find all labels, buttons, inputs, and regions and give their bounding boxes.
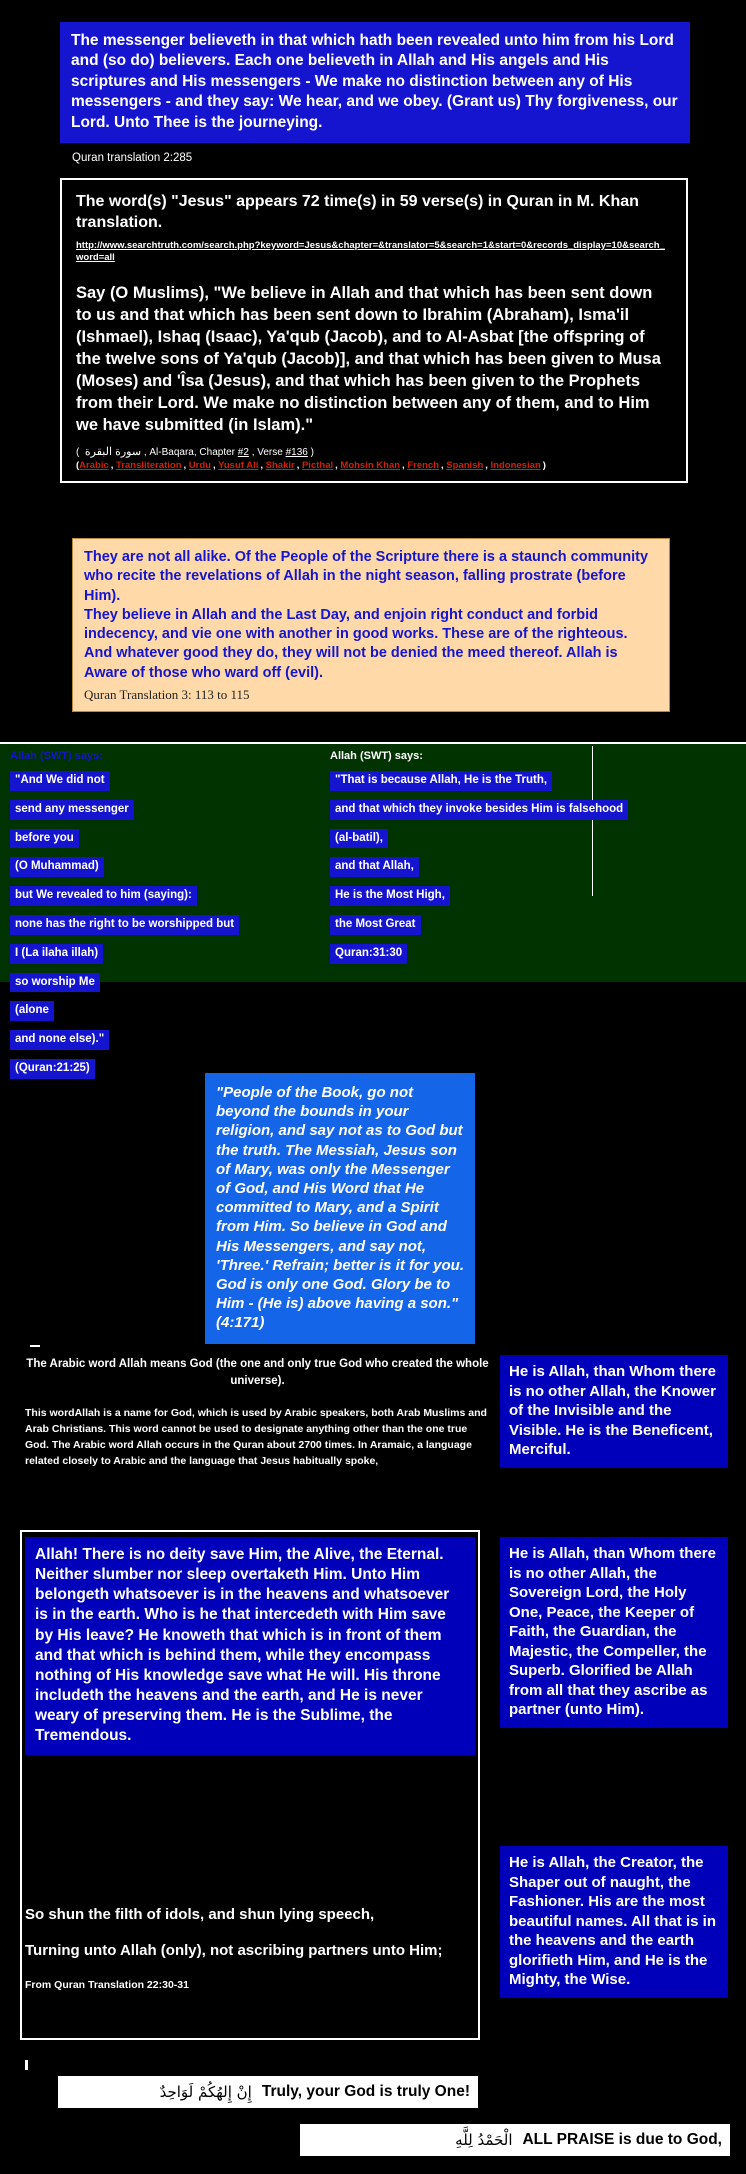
- left-line: send any messenger: [10, 800, 134, 820]
- lang-link-yusuf-ali[interactable]: Yusuf Ali: [218, 459, 259, 471]
- column-left-quran-21-25: [10, 750, 340, 1079]
- banner-praise-english: ALL PRAISE is due to God,: [522, 2131, 722, 2148]
- verse-reference: [76, 445, 672, 458]
- left-line: and none else).": [10, 1030, 109, 1050]
- hashr-verse-22: He is Allah, than Whom there is no other Allah, the Knower of the Invisible and the Visible. He is the Beneficent, Merciful.: [500, 1355, 728, 1468]
- column-right-quran-31-30: [330, 750, 720, 964]
- quran-22-30-31-block: [25, 1905, 475, 1992]
- decorative-tick: [30, 1345, 40, 1347]
- right-line: and that Allah,: [330, 857, 419, 877]
- section-arabic-word-allah: [25, 1356, 490, 1470]
- banner-one-arabic: إِنْ إِلهُكُمْ لَوَاحِدٌ: [159, 2083, 252, 2101]
- right-line: the Most Great: [330, 915, 421, 935]
- quran-3-113-caption: Quran Translation 3: 113 to 115: [84, 686, 250, 702]
- lang-link-picthal[interactable]: Picthal: [301, 459, 334, 471]
- ref-paren-open: (: [76, 446, 83, 458]
- section-jesus-word-count: [60, 178, 688, 483]
- left-line: (alone: [10, 1001, 54, 1021]
- right-line-citation: Quran:31:30: [330, 944, 407, 964]
- panel-top-divider: [0, 742, 746, 744]
- green-panel: [0, 742, 746, 1074]
- left-line-citation: (Quran:21:25): [10, 1059, 95, 1079]
- decorative-tick: [25, 2060, 28, 2070]
- left-column-header: Allah (SWT) says:: [10, 750, 103, 762]
- left-line: "And We did not: [10, 771, 110, 791]
- right-line: "That is because Allah, He is the Truth,: [330, 771, 552, 791]
- lang-link-urdu[interactable]: Urdu: [188, 459, 211, 471]
- section-messenger-believeth: [60, 22, 690, 164]
- ref-verse-link[interactable]: #136: [285, 446, 308, 458]
- left-line: so worship Me: [10, 973, 100, 993]
- langs-sep: ,: [183, 459, 189, 471]
- quran-22-source-caption: From Quran Translation 22:30-31: [25, 1978, 189, 1991]
- hashr-verse-23: He is Allah, than Whom there is no other Allah, the Sovereign Lord, the Holy One, Peace, the Keeper of Faith, the Guardian, the Majestic, the Compeller, the Superb. Glorified be Allah from all that they ascribe as partner (unto Him).: [500, 1537, 728, 1728]
- quran-3-113-line-3: And whatever good they do, they will not be denied the meed thereof. Allah is Aware of those who ward off (evil).: [84, 645, 618, 681]
- ref-arabic: سورة البقرة: [84, 445, 142, 458]
- right-line: and that which they invoke besides Him is falsehood: [330, 800, 628, 820]
- quran-2-136-text: Say (O Muslims), "We believe in Allah and that which has been sent down to us and that which has been sent down to Ibrahim (Abraham), Isma'il (Ishmael), Ishaq (Isaac), Ya'qub (Jacob), and to Al-Asbat [the offspring of the twelve sons of Ya'qub (Jacob)], and that which has been given to Musa (Moses) and 'Îsa (Jesus), and that which has been given to the Prophets from their Lord. We make no distinction between any of them, and to Him we have submitted (in Islam).": [76, 284, 661, 434]
- quran-2-285-text: The messenger believeth in that which hath been revealed unto him from his Lord and (so do) believers. Each one believeth in Allah and His angels and His scriptures and His messengers - We make no distinction between any of His messengers - and they say: We hear, and we obey. (Grant us) Thy forgiveness, our Lord. Unto Thee is the journeying.: [60, 22, 690, 143]
- right-column-header: Allah (SWT) says:: [330, 750, 423, 762]
- quran-2-285-caption: Quran translation 2:285: [72, 152, 193, 165]
- turning-unto-allah-line: Turning unto Allah (only), not ascribing partners unto Him;: [25, 1942, 443, 1960]
- right-line: (al-batil),: [330, 829, 388, 849]
- lang-link-spanish[interactable]: Spanish: [446, 459, 484, 471]
- left-line: but We revealed to him (saying):: [10, 886, 197, 906]
- quran-3-113-line-2: They believe in Allah and the Last Day, and enjoin right conduct and forbid indecency, and vie one with another in good works. These are of the righteous.: [84, 606, 628, 643]
- langs-sep: ,: [212, 459, 219, 471]
- langs-sep: ,: [110, 459, 117, 471]
- ayat-al-kursi-text: Allah! There is no deity save Him, the Alive, the Eternal. Neither slumber nor sleep overtaketh Him. Unto Him belongeth whatsoever is in the heavens and whatsoever is in the earth. Who is he that intercedeth with Him save by His leave? He knoweth that which is in front of them and that which is behind them, while they encompass nothing of His knowledge save what He will. His throne includeth the heavens and the earth, and He is never weary of preserving them. He is the Sublime, the Tremendous.: [25, 1537, 475, 1755]
- hashr-verse-24: He is Allah, the Creator, the Shaper out of naught, the Fashioner. His are the most beautiful names. All that is in the heavens and the earth glorifieth Him, and He is the Mighty, the Wise.: [500, 1846, 728, 1998]
- lang-link-indonesian[interactable]: Indonesian: [490, 459, 541, 471]
- left-line: (O Muhammad): [10, 857, 104, 877]
- jesus-count-heading: The word(s) "Jesus" appears 72 time(s) in 59 verse(s) in Quran in M. Khan translation.: [76, 193, 639, 231]
- langs-close-paren: ): [542, 459, 546, 471]
- lang-link-transliteration[interactable]: Transliteration: [116, 459, 182, 471]
- right-line: He is the Most High,: [330, 886, 450, 906]
- langs-sep: ,: [402, 459, 408, 471]
- translation-language-links: [76, 460, 672, 471]
- banner-praise-arabic: الْحَمْدُ لِلَّهِ: [455, 2131, 513, 2149]
- langs-sep: ,: [335, 459, 341, 471]
- ref-verse-label: , Verse: [251, 446, 283, 458]
- ref-paren-close: ): [310, 446, 314, 458]
- quran-3-113-line-1: They are not all alike. Of the People of the Scripture there is a staunch community who recite the revelations of Allah in the night season, falling prostrate (before Him).: [84, 549, 649, 604]
- ref-chapter-link[interactable]: #2: [237, 446, 249, 458]
- section-people-of-scripture: [72, 538, 670, 712]
- shun-idols-line: So shun the filth of idols, and shun lying speech,: [25, 1906, 375, 1923]
- lang-link-shakir[interactable]: Shakir: [265, 459, 295, 471]
- lang-link-french[interactable]: French: [407, 459, 440, 471]
- banner-god-is-one: [58, 2076, 478, 2108]
- lang-link-mohsin-khan[interactable]: Mohsin Khan: [340, 459, 401, 471]
- langs-sep: ,: [296, 459, 302, 471]
- allah-meaning-lead: The Arabic word Allah means God (the one and only true God who created the whole universe).: [26, 1358, 489, 1388]
- left-line: I (La ilaha illah): [10, 944, 103, 964]
- searchtruth-link[interactable]: http://www.searchtruth.com/search.php?keyword=Jesus&chapter=&translator=5&search=1&start=0&records_display=10&search_word=all: [76, 239, 665, 264]
- langs-sep: ,: [260, 459, 266, 471]
- langs-sep: ,: [441, 459, 447, 471]
- section-two-column-sayings: [0, 742, 746, 1074]
- langs-sep: ,: [485, 459, 491, 471]
- banner-one-english: Truly, your God is truly One!: [261, 2083, 470, 2100]
- section-people-of-the-book-quote: "People of the Book, go not beyond the bounds in your religion, and say not as to God but the truth. The Messiah, Jesus son of Mary, was only the Messenger of God, and His Word that He committed to Mary, and a Spirit from Him. So believe in God and His Messengers, and say not, 'Three.' Refrain; better is it for you. God is only one God. Glory be to Him - (He is) above having a son." (4:171): [205, 1073, 475, 1344]
- banner-all-praise: [300, 2124, 730, 2156]
- langs-open-paren: (: [76, 459, 80, 471]
- lang-link-arabic[interactable]: Arabic: [79, 459, 109, 471]
- ref-chapter-text: , Al-Baqara, Chapter: [143, 446, 235, 458]
- left-line: none has the right to be worshipped but: [10, 915, 239, 935]
- allah-meaning-body: This wordAllah is a name for God, which is used by Arabic speakers, both Arab Muslims and Arab Christians. This word cannot be used to designate anything other than the one true God. The Arabic word Allah occurs in the Quran about 2700 times. In Aramaic, a language related closely to Arabic and the language that Jesus habitually spoke,: [25, 1406, 487, 1468]
- left-line: before you: [10, 829, 79, 849]
